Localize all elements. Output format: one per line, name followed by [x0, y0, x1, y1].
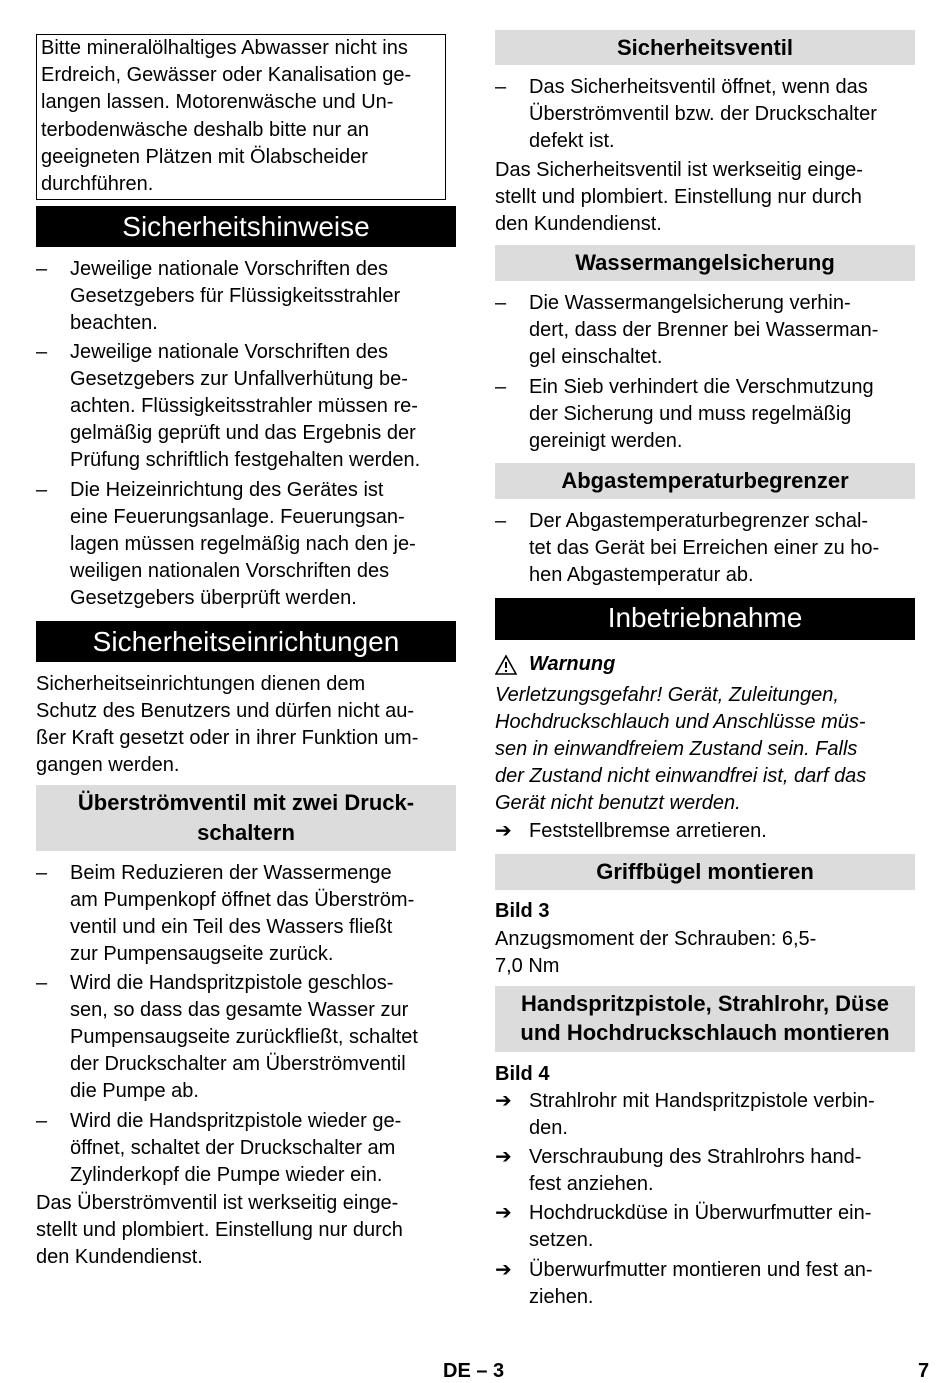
dash-marker: – [36, 862, 48, 884]
heading-sicherheitseinrichtungen: Sicherheitseinrichtungen [36, 621, 456, 662]
warning-text: Verletzungsgefahr! Gerät, Zuleitungen, Hochdruckschlauch und Anschlüsse müs- sen in einwandfreiem Zustand sein. Falls der Zustand nicht einwandfrei ist, darf das Gerät nicht benutzt werden. [495, 684, 867, 814]
footer-section-label: DE – 3 [443, 1360, 505, 1382]
bild-3-label: Bild 3 [495, 900, 550, 922]
list-item-text: Die Heizeinrichtung des Gerätes ist eine Feuerungsanlage. Feuerungsan- lagen müssen regelmäßig nach den je- weiligen nationalen Vorschriften des Gesetzgebers überprüft werden. [70, 479, 416, 609]
list-item-text: Ein Sieb verhindert die Verschmutzung der Sicherung und muss regelmäßig gereinigt werden. [529, 376, 874, 452]
arrow-right-icon: ➔ [495, 1146, 512, 1168]
heading-abgastemperaturbegrenzer: Abgastemperaturbegrenzer [495, 463, 915, 499]
heading-inbetriebnahme: Inbetriebnahme [495, 598, 915, 640]
sicherheitsventil-paragraph: Das Sicherheitsventil ist werkseitig einge- stellt und plombiert. Einstellung nur durch den Kundendienst. [495, 159, 863, 235]
heading-griffbuegel: Griffbügel montieren [495, 854, 915, 890]
page-number: 7 [918, 1360, 930, 1382]
heading-sicherheitshinweise: Sicherheitshinweise [36, 206, 456, 247]
list-item-text: Die Wassermangelsicherung verhin- dert, dass der Brenner bei Wasserman- gel einschaltet. [529, 292, 879, 368]
dash-marker: – [495, 292, 507, 314]
action-step-text: Hochdruckdüse in Überwurfmutter ein- setzen. [529, 1202, 872, 1251]
action-step-text: Verschraubung des Strahlrohrs hand- fest anziehen. [529, 1146, 862, 1195]
arrow-right-icon: ➔ [495, 820, 512, 842]
anzugsmoment-text: Anzugsmoment der Schrauben: 6,5- 7,0 Nm [495, 928, 817, 977]
action-step-text: Überwurfmutter montieren und fest an- ziehen. [529, 1259, 873, 1308]
dash-marker: – [36, 972, 48, 994]
list-item-text: Das Sicherheitsventil öffnet, wenn das Überströmventil bzw. der Druckschalter defekt ist. [529, 76, 877, 152]
list-item-text: Der Abgastemperaturbegrenzer schal- tet das Gerät bei Erreichen einer zu ho- hen Abgastemperatur ab. [529, 510, 880, 586]
heading-wassermangelsicherung: Wassermangelsicherung [495, 245, 915, 281]
action-step-text: Feststellbremse arretieren. [529, 820, 767, 842]
warning-label: Warnung [529, 653, 616, 675]
heading-handspritzpistole: Handspritzpistole, Strahlrohr, Düse und Hochdruckschlauch montieren [495, 986, 915, 1052]
list-item-text: Wird die Handspritzpistole geschlos- sen, so dass das gesamte Wasser zur Pumpensaugseite zurückfließt, schaltet der Druckschalter am Überströmventil die Pumpe ab. [70, 972, 418, 1102]
environment-note: Bitte mineralölhaltiges Abwasser nicht ins Erdreich, Gewässer oder Kanalisation ge- langen lassen. Motorenwäsche und Un- terbodenwäsche deshalb bitte nur an geeigneten Plätzen mit Ölabscheider durchführen. [36, 34, 446, 200]
bild-4-label: Bild 4 [495, 1063, 550, 1085]
ueberstroem-paragraph: Das Überströmventil ist werkseitig einge- stellt und plombiert. Einstellung nur durch den Kundendienst. [36, 1192, 403, 1268]
dash-marker: – [495, 76, 507, 98]
list-item-text: Wird die Handspritzpistole wieder ge- öffnet, schaltet der Druckschalter am Zylinderkopf die Pumpe wieder ein. [70, 1110, 402, 1186]
dash-marker: – [36, 1110, 48, 1132]
action-step-text: Strahlrohr mit Handspritzpistole verbin- den. [529, 1090, 875, 1139]
list-item-text: Jeweilige nationale Vorschriften des Gesetzgebers für Flüssigkeitsstrahler beachten. [70, 258, 401, 334]
arrow-right-icon: ➔ [495, 1202, 512, 1224]
dash-marker: – [36, 479, 48, 501]
arrow-right-icon: ➔ [495, 1090, 512, 1112]
list-item-text: Beim Reduzieren der Wassermenge am Pumpenkopf öffnet das Überström- ventil und ein Teil des Wassers fließt zur Pumpensaugseite zurück. [70, 862, 415, 965]
heading-sicherheitsventil: Sicherheitsventil [495, 30, 915, 65]
warning-triangle-icon [495, 651, 517, 684]
arrow-right-icon: ➔ [495, 1259, 512, 1281]
dash-marker: – [495, 510, 507, 532]
dash-marker: – [36, 341, 48, 363]
heading-ueberstroemventil: Überströmventil mit zwei Druck- schaltern [36, 785, 456, 851]
dash-marker: – [495, 376, 507, 398]
einrichtungen-paragraph: Sicherheitseinrichtungen dienen dem Schutz des Benutzers und dürfen nicht au- ßer Kraft gesetzt oder in ihrer Funktion um- gangen werden. [36, 673, 419, 776]
list-item-text: Jeweilige nationale Vorschriften des Gesetzgebers zur Unfallverhütung be- achten. Flüssigkeitsstrahler müssen re- gelmäßig geprüft und das Ergebnis der Prüfung schriftlich festgehalten werden. [70, 341, 421, 471]
dash-marker: – [36, 258, 48, 280]
